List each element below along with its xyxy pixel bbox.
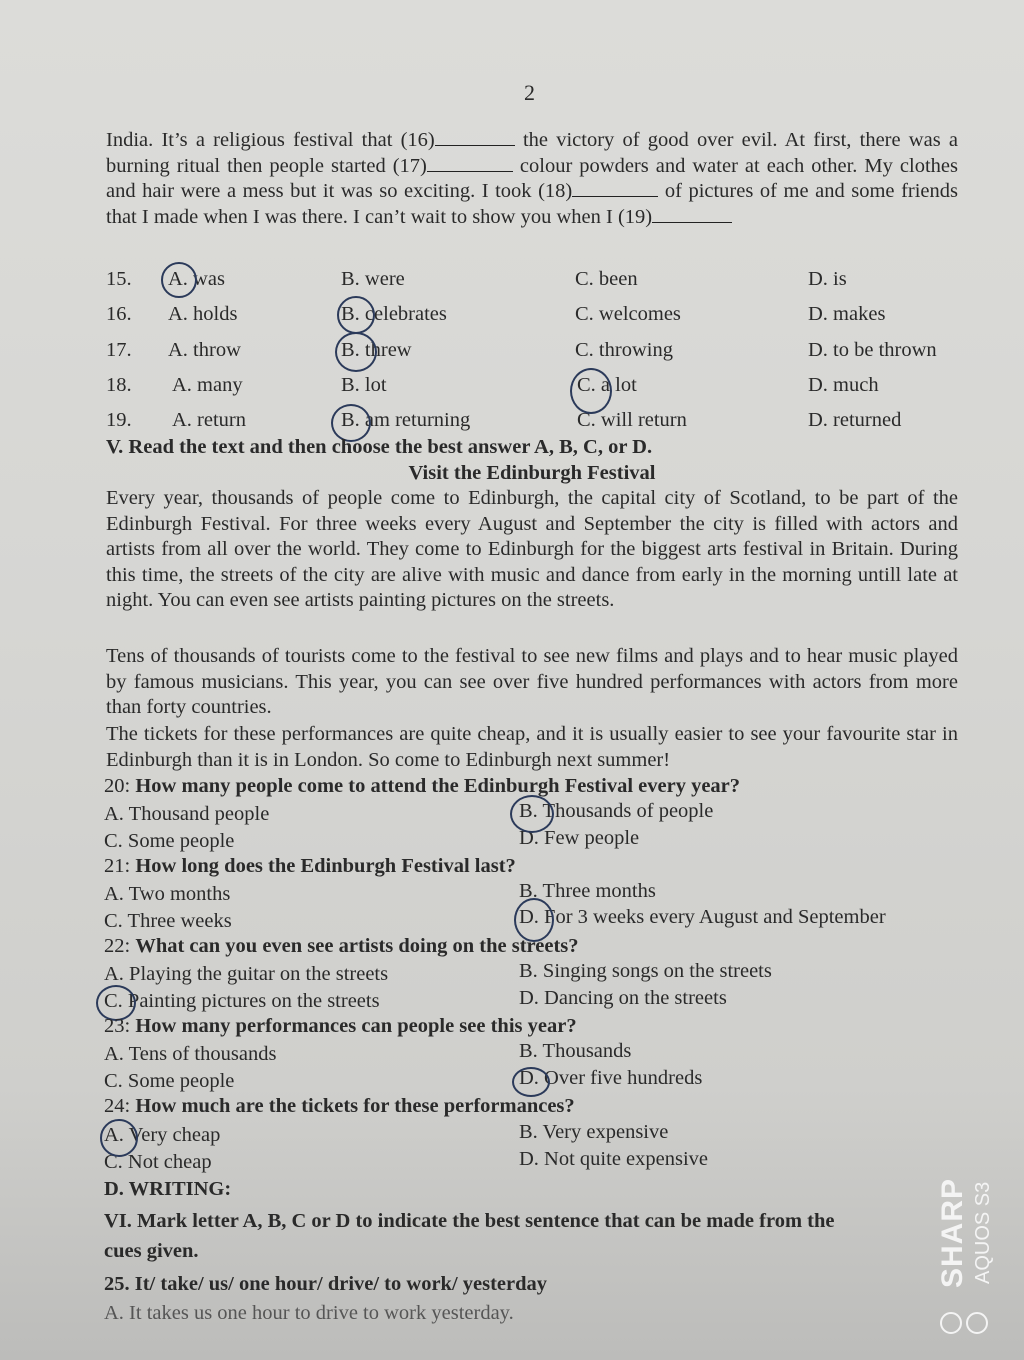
option-d: D. is [808, 268, 847, 290]
option-b: B. lot [341, 374, 387, 396]
option-a: A. Playing the guitar on the streets [104, 963, 389, 985]
intro-text-3: colour powders and water at each other. My clothes and hair were a mess but it was so exciting. I took (18) [106, 154, 958, 202]
watermark-brand: SHARP [936, 1177, 969, 1288]
passage-paragraph-1: Every year, thousands of people come to Edinburgh, the capital city of Scotland, to be part of the Edinburgh Festival. For three weeks every August and September the city is filled with actors and artists from all over the world. They come to Edinburgh for the biggest arts festival in Britain. During this time, the streets of the city are alive with music and dance from early in the morning untill late at night. You can even see artists painting pictures on the streets. [106, 487, 958, 611]
option-c: C. been [575, 268, 638, 290]
option-a: A. return [172, 409, 247, 431]
question-text: How many performances can people see this year? [135, 1015, 577, 1037]
writing-heading: D. WRITING: [104, 1178, 232, 1200]
intro-text-2: the victory of good over evil. At first, there was a burning ritual then people started (17) [106, 129, 958, 177]
passage-title: Visit the Edinburgh Festival [408, 462, 656, 484]
blank-18 [572, 195, 658, 197]
mcq-number: 15. [106, 268, 132, 290]
option-c: C. welcomes [575, 303, 681, 325]
option-d: D. returned [808, 409, 902, 431]
mcq-row-15 [0, 268, 1024, 298]
question-text: How many people come to attend the Edinburgh Festival every year? [135, 775, 741, 797]
question-text: What can you even see artists doing on the streets? [135, 935, 579, 957]
intro-text-4: of pictures of me and some friends that I made when I was there. I can’t wait to show you when I (19) [106, 180, 958, 228]
question-text: How much are the tickets for these performances? [135, 1095, 575, 1117]
option-a: A. holds [168, 303, 238, 325]
option-d: D. makes [808, 303, 886, 325]
blank-19 [652, 221, 732, 223]
question-21 [104, 855, 516, 878]
mcq-number: 19. [106, 409, 132, 431]
option-c: C. Painting pictures on the streets [104, 990, 380, 1012]
blank-17 [427, 170, 513, 172]
mcq-row-16 [0, 303, 1024, 333]
option-d: D. Over five hundreds [519, 1067, 703, 1089]
option-c: C. Three weeks [104, 910, 232, 932]
option-b: B. Singing songs on the streets [519, 960, 772, 982]
watermark-model: AQUOS S3 [972, 1181, 994, 1284]
camera-lens-icon [966, 1312, 988, 1334]
option-c: C. Not cheap [104, 1151, 212, 1173]
option-a: A. Tens of thousands [104, 1043, 277, 1065]
option-c: C. a lot [577, 374, 637, 396]
blank-16 [435, 144, 515, 146]
question-number: 24: [104, 1095, 131, 1117]
option-b: B. Thousands [519, 1040, 632, 1062]
option-d: D. Dancing on the streets [519, 987, 727, 1009]
mcq-row-19 [0, 409, 1024, 439]
section-v-heading: V. Read the text and then choose the best answer A, B, C, or D. [106, 436, 653, 458]
option-a: A. Thousand people [104, 803, 270, 825]
question-20 [104, 775, 740, 798]
option-a: A. many [172, 374, 243, 396]
mcq-number: 18. [106, 374, 132, 396]
intro-passage [106, 128, 958, 230]
option-d: D. Few people [519, 827, 640, 849]
option-a: A. Two months [104, 883, 231, 905]
passage-paragraph-3: The tickets for these performances are quite cheap, and it is usually easier to see your favourite star in Edinburgh than it is in London. So come to Edinburgh next summer! [106, 723, 958, 771]
question-23 [104, 1015, 577, 1038]
option-d: D. to be thrown [808, 339, 937, 361]
page-number: 2 [524, 80, 535, 105]
option-b: B. were [341, 268, 405, 290]
section-vi-heading-line2: cues given. [104, 1240, 199, 1262]
mcq-number: 16. [106, 303, 132, 325]
question-24 [104, 1095, 575, 1118]
question-number: 21: [104, 855, 131, 877]
option-d: D. much [808, 374, 879, 396]
option-a: A. Very cheap [104, 1124, 221, 1146]
mcq-number: 17. [106, 339, 132, 361]
mcq-row-17 [0, 339, 1024, 369]
option-d: D. For 3 weeks every August and September [519, 906, 886, 928]
option-c: C. Some people [104, 1070, 235, 1092]
question-number: 22: [104, 935, 131, 957]
question-text: How long does the Edinburgh Festival last? [135, 855, 516, 877]
question-22 [104, 935, 579, 958]
camera-watermark [932, 1168, 992, 1358]
option-b: B. Three months [519, 880, 656, 902]
passage-paragraph-2: Tens of thousands of tourists come to the festival to see new films and plays and to hear music played by famous musicians. This year, you can see over five hundred performances with actors from more than forty countries. [106, 645, 958, 718]
option-a: A. throw [168, 339, 241, 361]
camera-lens-icon [940, 1312, 962, 1334]
question-25-option-a: A. It takes us one hour to drive to work yesterday. [104, 1302, 514, 1324]
question-25: 25. It/ take/ us/ one hour/ drive/ to work/ yesterday [104, 1273, 548, 1295]
option-d: D. Not quite expensive [519, 1148, 709, 1170]
option-b: B. celebrates [341, 303, 447, 325]
question-number: 20: [104, 775, 131, 797]
option-b: B. Very expensive [519, 1121, 669, 1143]
option-c: C. throwing [575, 339, 673, 361]
option-b: B. threw [341, 339, 412, 361]
mcq-row-18 [0, 374, 1024, 404]
option-a: A. was [168, 268, 225, 290]
section-vi-heading-line1: VI. Mark letter A, B, C or D to indicate the best sentence that can be made from the [104, 1210, 835, 1232]
option-c: C. Some people [104, 830, 235, 852]
intro-text-1: India. It’s a religious festival that (16) [106, 129, 435, 151]
question-number: 23: [104, 1015, 131, 1037]
option-c: C. will return [577, 409, 687, 431]
option-b: B. am returning [341, 409, 471, 431]
option-b: B. Thousands of people [519, 800, 714, 822]
